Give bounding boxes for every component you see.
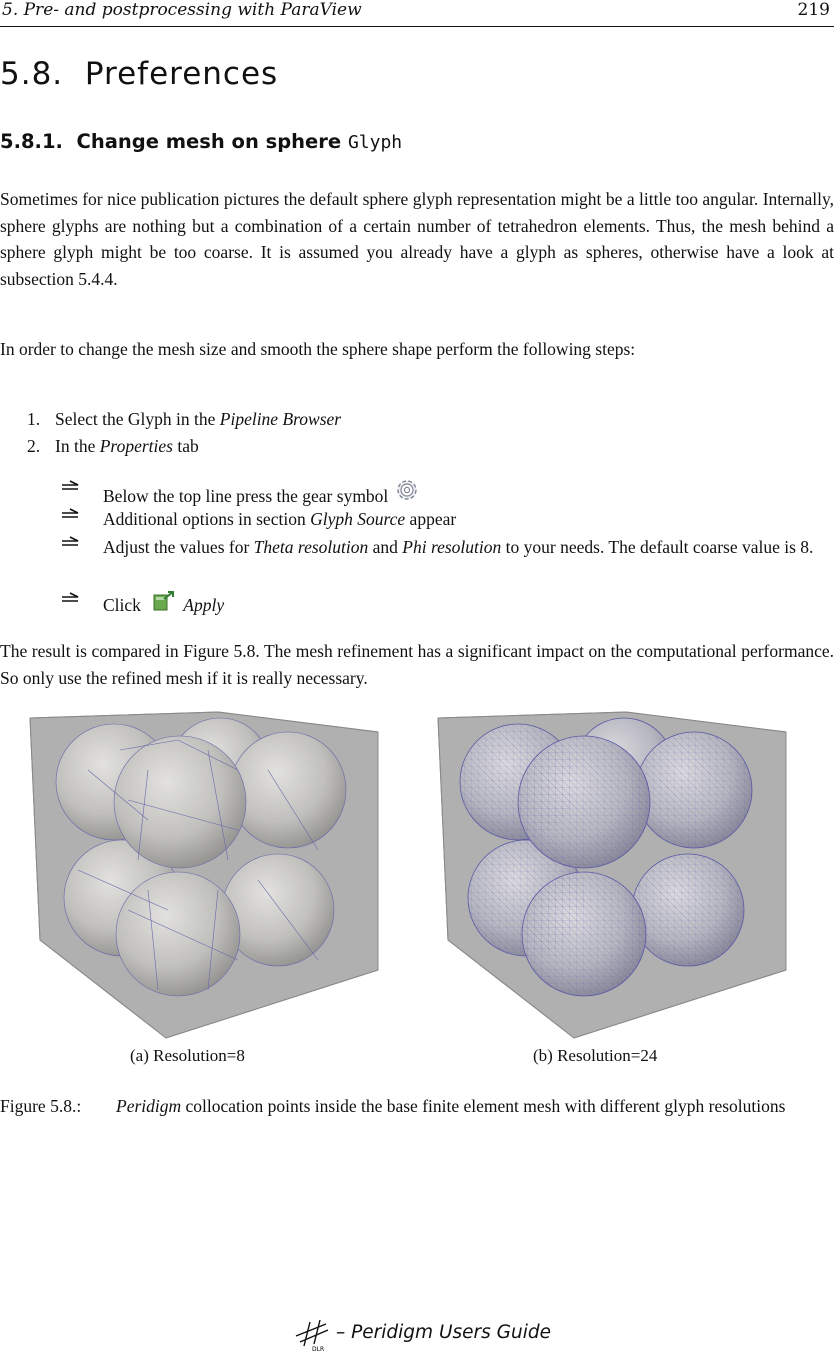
- dlr-logo: [290, 1318, 334, 1356]
- figure-label: Figure 5.8.:: [0, 1096, 82, 1116]
- apply-icon: [151, 590, 177, 622]
- list-item: 2. In the Properties tab: [27, 436, 199, 456]
- arrow-icon: [60, 534, 82, 562]
- figure-coarse-glyphs: [28, 710, 384, 1040]
- section-title-text: Preferences: [84, 56, 279, 92]
- subsection-title-text: Change mesh on sphere: [76, 130, 342, 153]
- paragraph-steps-intro: In order to change the mesh size and smooth the sphere shape perform the following steps:: [0, 339, 636, 359]
- footer: [290, 1318, 570, 1354]
- list-item: 1. Select the Glyph in the Pipeline Browser: [27, 409, 342, 429]
- svg-text:DLR: DLR: [312, 1346, 325, 1352]
- chapter-title: 5. Pre- and postprocessing with ParaView: [2, 0, 362, 20]
- arrow-icon: [60, 590, 82, 618]
- paragraph-result: The result is compared in Figure 5.8. The mesh refinement has a significant impact on the computational performance. So only use the refined mesh if it is really necessary.: [0, 641, 834, 688]
- subsection-number: 5.8.1.: [0, 130, 63, 153]
- subcaption-a: (a) Resolution=8: [130, 1046, 245, 1065]
- page-number: 219: [797, 0, 830, 20]
- running-header: [0, 0, 834, 27]
- figure-fine-glyphs: [436, 710, 792, 1040]
- subsection-code: Glyph: [347, 132, 403, 153]
- arrow-icon: [60, 506, 82, 534]
- section-title: [0, 56, 278, 92]
- paragraph-intro: Sometimes for nice publication pictures the default sphere glyph representation might be a little too angular. Internally, sphere glyphs are nothing but a combination of a certain number of tetrahedron elements. Thus, the mesh behind a sphere glyph might be too coarse. It is assumed you already have a glyph as spheres, otherwise have a look at subsection 5.4.4.: [0, 189, 834, 289]
- footer-title: – Peridigm Users Guide: [336, 1322, 551, 1343]
- subsection-title: [0, 130, 402, 153]
- subcaption-b: (b) Resolution=24: [533, 1046, 658, 1065]
- arrow-icon: [60, 478, 82, 506]
- section-number: 5.8.: [0, 56, 64, 92]
